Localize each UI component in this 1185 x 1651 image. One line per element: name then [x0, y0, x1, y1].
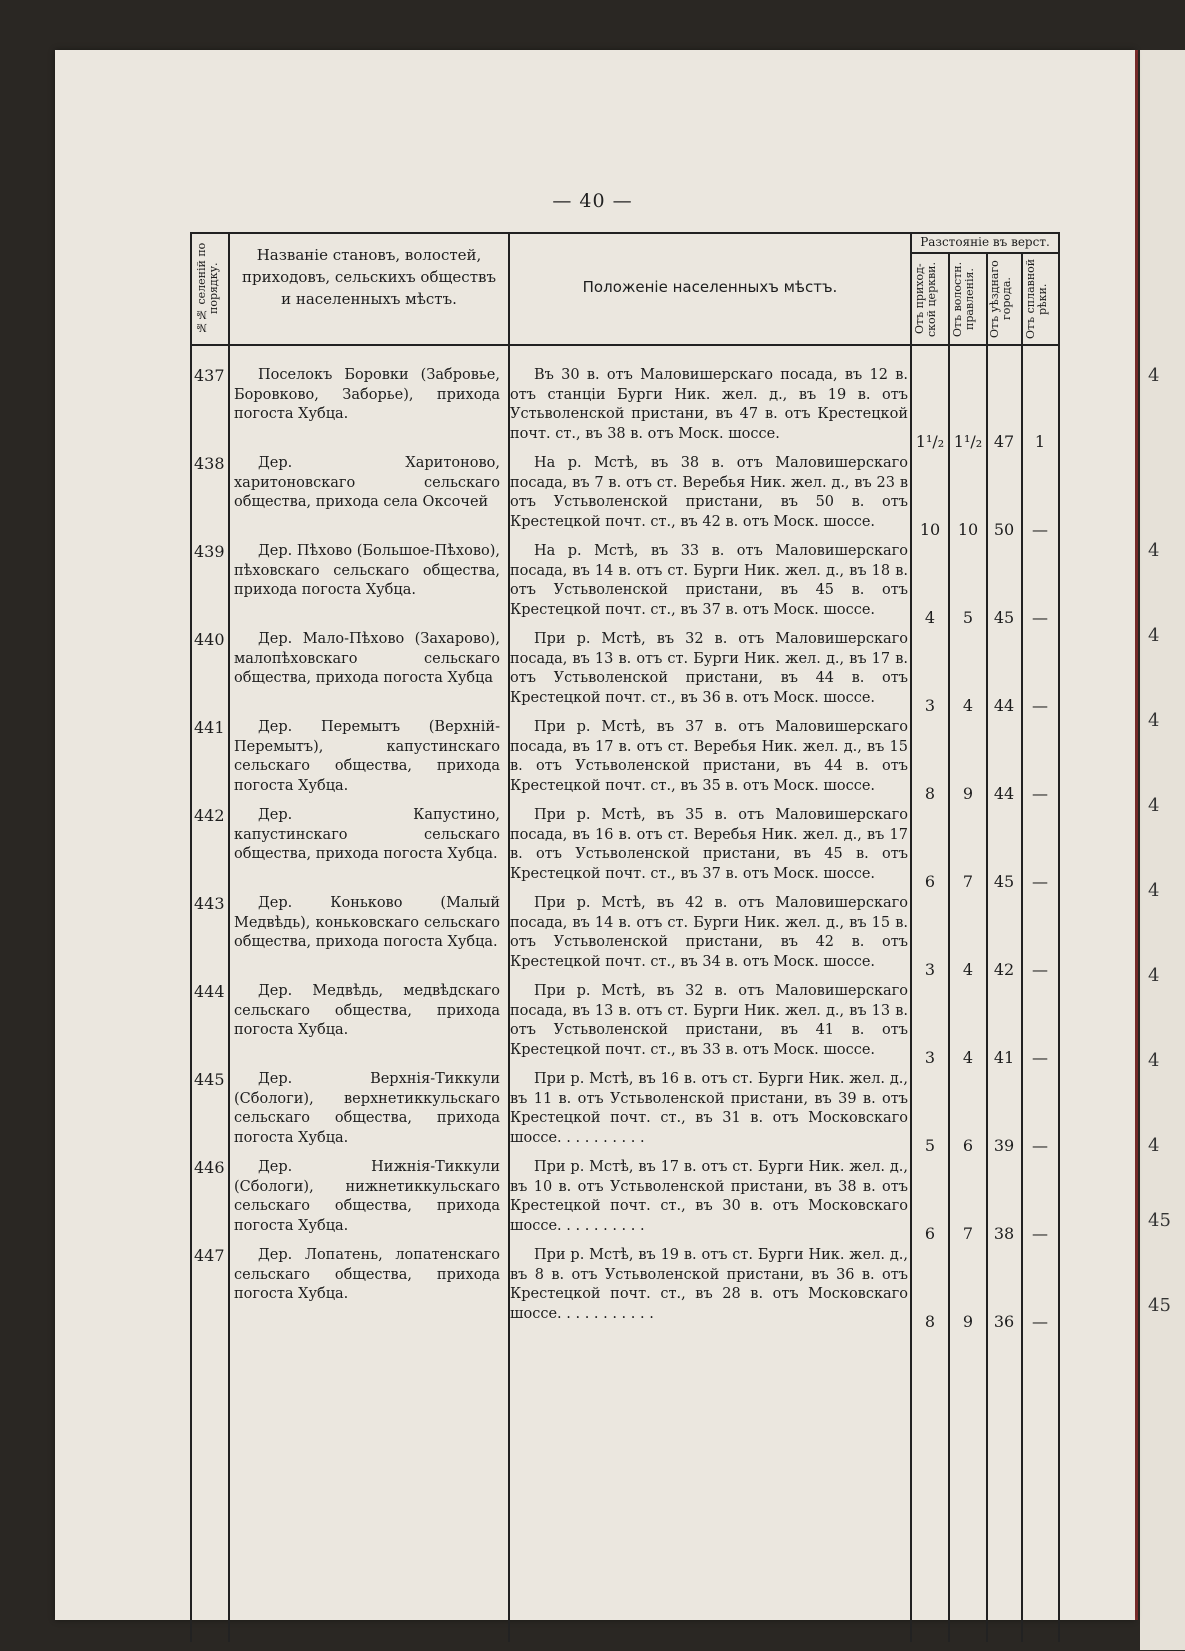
settlement-position: При р. Мстѣ, въ 32 в. отъ Маловишерскаго посада, въ 13 в. отъ ст. Бурги Ник. жел. д., въ 17 в. отъ Устьволенской пристани, въ 44 в. отъ Крестецкой почт. ст., въ 36 в. отъ Моск. шоссе. — [510, 631, 908, 706]
page-number: — 40 — — [552, 190, 633, 212]
distance-town: 44 — [993, 784, 1015, 803]
fragment-text: 4 — [1148, 880, 1160, 901]
distance-river: — — [1032, 1048, 1048, 1067]
distance-volost: 7 — [962, 1224, 974, 1243]
row-number: 442 — [194, 806, 225, 825]
settlement-position: При р. Мстѣ, въ 35 в. отъ Маловишерскаго посада, въ 16 в. отъ ст. Веребья Ник. жел. д., въ 17 в. отъ Устьволенской пристани, въ 45 в. отъ Крестецкой почт. ст., въ 37 в. отъ Моск. шоссе. — [510, 807, 908, 882]
distance-volost: 4 — [962, 696, 974, 715]
settlement-name: Дер. Перемытъ (Верхній-Перемытъ), капустинскаго сельскаго общества, прихода погоста Хубца. — [234, 719, 500, 794]
row-number: 438 — [194, 454, 225, 473]
settlement-position: При р. Мстѣ, въ 19 в. отъ ст. Бурги Ник. жел. д., въ 8 в. отъ Устьволенской пристани, въ 36 в. отъ Крестецкой почт. ст., въ 28 в. отъ Московскаго шоссе. . . . . . . . . . . — [510, 1247, 908, 1322]
fragment-text: 4 — [1148, 1050, 1160, 1071]
header-col-position: Положеніе населенныхъ мѣстъ. — [582, 278, 838, 296]
column-divider — [1021, 252, 1023, 1642]
distance-volost: 4 — [962, 960, 974, 979]
row-number: 441 — [194, 718, 225, 737]
distance-town: 36 — [993, 1312, 1015, 1331]
distance-river: — — [1032, 520, 1048, 539]
distance-river: — — [1032, 1224, 1048, 1243]
settlement-name: Дер. Капустино, капустинскаго сельскаго общества, прихода погоста Хубца. — [234, 807, 500, 862]
row-number: 444 — [194, 982, 225, 1001]
header-dist-river: Отъ сплавной рѣки. — [1024, 258, 1049, 340]
settlement-position: При р. Мстѣ, въ 17 в. отъ ст. Бурги Ник. жел. д., въ 10 в. отъ Устьволенской пристани, въ 38 в. отъ Крестецкой почт. ст., въ 30 в. отъ Московскаго шоссе. . . . . . . . . . — [510, 1159, 908, 1234]
distance-river: — — [1032, 784, 1048, 803]
header-dist-town: Отъ уѣзднаго города. — [988, 260, 1013, 338]
adjacent-page-strip — [1140, 50, 1185, 1650]
settlement-name: Дер. Пѣхово (Большое-Пѣхово), пѣховскаго сельскаго общества, прихода погоста Хубца. — [234, 543, 500, 598]
header-col-name: Названіе становъ, волостей, приходовъ, сельскихъ обществъ и населенныхъ мѣстъ. — [242, 246, 496, 308]
distance-town: 41 — [993, 1048, 1015, 1067]
distance-town: 50 — [993, 520, 1015, 539]
fragment-text: 45 — [1148, 1295, 1171, 1316]
distance-church: 1¹/₂ — [915, 432, 945, 451]
fragment-text: 4 — [1148, 365, 1160, 386]
distance-town: 45 — [993, 608, 1015, 627]
distance-church: 8 — [924, 784, 936, 803]
distance-volost: 9 — [962, 1312, 974, 1331]
column-divider — [948, 252, 950, 1642]
header-bottom-border — [190, 344, 1060, 346]
distance-church: 6 — [924, 872, 936, 891]
fragment-text: 4 — [1148, 540, 1160, 561]
table-left-border — [190, 232, 192, 1642]
distance-church: 3 — [924, 696, 936, 715]
settlement-position: При р. Мстѣ, въ 32 в. отъ Маловишерскаго посада, въ 13 в. отъ ст. Бурги Ник. жел. д., въ 13 в. отъ Устьволенской пристани, въ 41 в. отъ Крестецкой почт. ст., въ 33 в. отъ Моск. шоссе. — [510, 983, 908, 1058]
distance-volost: 7 — [962, 872, 974, 891]
settlement-name: Дер. Лопатень, лопатенскаго сельскаго общества, прихода погоста Хубца. — [234, 1247, 500, 1302]
row-number: 443 — [194, 894, 225, 913]
header-dist-church: Отъ приход-ской церкви. — [913, 261, 938, 337]
settlement-position: При р. Мстѣ, въ 16 в. отъ ст. Бурги Ник. жел. д., въ 11 в. отъ Устьволенской пристани, въ 39 в. отъ Крестецкой почт. ст., въ 31 в. отъ Московскаго шоссе. . . . . . . . . . — [510, 1071, 908, 1146]
settlement-position: На р. Мстѣ, въ 33 в. отъ Маловишерскаго посада, въ 14 в. отъ ст. Бурги Ник. жел. д., въ 18 в. отъ Устьволенской пристани, въ 45 в. отъ Крестецкой почт. ст., въ 37 в. отъ Моск. шоссе. — [510, 543, 908, 618]
distance-church: 6 — [924, 1224, 936, 1243]
table-right-border — [1058, 232, 1060, 1642]
distance-church: 3 — [924, 1048, 936, 1067]
settlement-name: Дер. Медвѣдь, медвѣдскаго сельскаго общества, прихода погоста Хубца. — [234, 983, 500, 1038]
distance-church: 3 — [924, 960, 936, 979]
distance-river: — — [1032, 960, 1048, 979]
distance-river: — — [1032, 1312, 1048, 1331]
header-dist-volost: Отъ волостн. правленія. — [951, 261, 976, 337]
distance-river: — — [1032, 608, 1048, 627]
row-number: 440 — [194, 630, 225, 649]
distance-town: 42 — [993, 960, 1015, 979]
settlement-name: Дер. Коньково (Малый Медвѣдь), коньковскаго сельскаго общества, прихода погоста Хубца. — [234, 895, 500, 950]
row-number: 446 — [194, 1158, 225, 1177]
distance-volost: 10 — [957, 520, 979, 539]
distance-volost: 4 — [962, 1048, 974, 1067]
settlement-name: Поселокъ Боровки (Забровье, Боровково, Заборье), прихода погоста Хубца. — [234, 367, 500, 422]
column-divider — [986, 252, 988, 1642]
settlement-position: При р. Мстѣ, въ 42 в. отъ Маловишерскаго посада, въ 14 в. отъ ст. Бурги Ник. жел. д., въ 15 в. отъ Устьволенской пристани, въ 42 в. отъ Крестецкой почт. ст., въ 34 в. отъ Моск. шоссе. — [510, 895, 908, 970]
distance-town: 38 — [993, 1224, 1015, 1243]
row-number: 445 — [194, 1070, 225, 1089]
settlement-position: На р. Мстѣ, въ 38 в. отъ Маловишерскаго посада, въ 7 в. отъ ст. Веребья Ник. жел. д., въ 23 в отъ Устьволенской пристани, въ 50 в. отъ Крестецкой почт. ст., въ 42 в. отъ Моск. шоссе. — [510, 455, 908, 530]
distance-volost: 6 — [962, 1136, 974, 1155]
fragment-text: 45 — [1148, 1210, 1171, 1231]
distance-river: 1 — [1034, 432, 1046, 451]
distance-group-line — [910, 252, 1060, 254]
settlement-name: Дер. Харитоново, харитоновскаго сельскаго общества, прихода села Оксочей — [234, 455, 500, 510]
distance-town: 44 — [993, 696, 1015, 715]
row-number: 439 — [194, 542, 225, 561]
distance-volost: 9 — [962, 784, 974, 803]
distance-volost: 1¹/₂ — [953, 432, 983, 451]
distance-town: 39 — [993, 1136, 1015, 1155]
fragment-text: 4 — [1148, 965, 1160, 986]
distance-volost: 5 — [962, 608, 974, 627]
row-number: 447 — [194, 1246, 225, 1265]
distance-river: — — [1032, 696, 1048, 715]
distance-river: — — [1032, 1136, 1048, 1155]
distance-church: 5 — [924, 1136, 936, 1155]
settlement-name: Дер. Мало-Пѣхово (Захарово), малопѣховскаго сельскаго общества, прихода погоста Хубца — [234, 631, 500, 686]
fragment-text: 4 — [1148, 710, 1160, 731]
distance-church: 4 — [924, 608, 936, 627]
settlement-name: Дер. Нижнія-Тиккули (Сбологи), нижнетиккульскаго сельскаго общества, прихода погоста Хубца. — [234, 1159, 500, 1234]
settlement-name: Дер. Верхнія-Тиккули (Сбологи), верхнетиккульскаго сельскаго общества, прихода погоста Хубца. — [234, 1071, 500, 1146]
settlement-position: При р. Мстѣ, въ 37 в. отъ Маловишерскаго посада, въ 17 в. отъ ст. Веребья Ник. жел. д., въ 15 в. отъ Устьволенской пристани, въ 44 в. отъ Крестецкой почт. ст., въ 35 в. отъ Моск. шоссе. — [510, 719, 908, 794]
header-col-number: №№ селеній по порядку. — [195, 242, 220, 334]
fragment-text: 4 — [1148, 1135, 1160, 1156]
fragment-text: 4 — [1148, 625, 1160, 646]
settlement-position: Въ 30 в. отъ Маловишерскаго посада, въ 12 в. отъ станціи Бурги Ник. жел. д., въ 19 в. отъ Устьволенской пристани, въ 47 в. отъ Крестецкой почт. ст., въ 38 в. отъ Моск. шоссе. — [510, 367, 908, 442]
row-number: 437 — [194, 366, 225, 385]
column-divider — [228, 232, 230, 1642]
header-col-distance: Разстояніе въ верст. — [920, 235, 1050, 249]
settlements-table — [190, 232, 1060, 1642]
distance-church: 10 — [919, 520, 941, 539]
fragment-text: 4 — [1148, 795, 1160, 816]
distance-town: 45 — [993, 872, 1015, 891]
distance-town: 47 — [993, 432, 1015, 451]
distance-river: — — [1032, 872, 1048, 891]
distance-church: 8 — [924, 1312, 936, 1331]
